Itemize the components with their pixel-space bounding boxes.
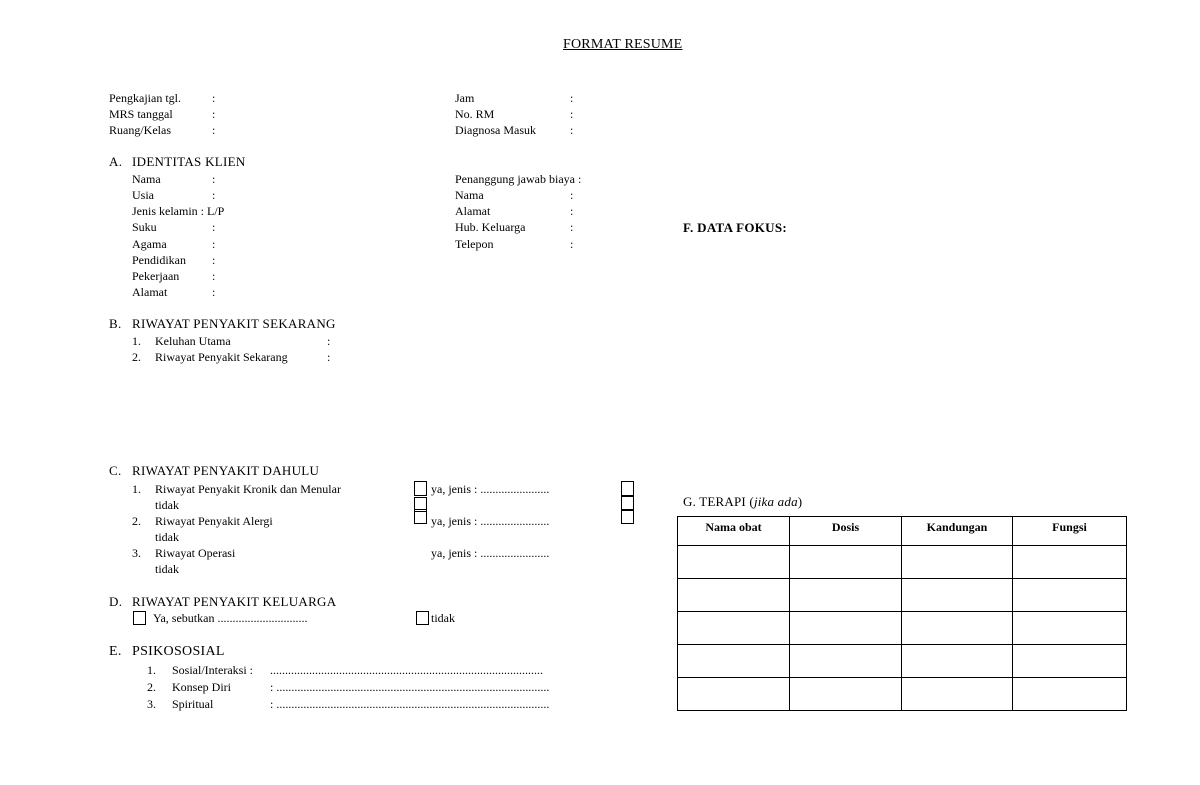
field-pekerjaan-label: Pekerjaan — [132, 269, 180, 283]
keluarga-ya-label: Ya, sebutkan .............................. — [153, 611, 308, 625]
colon: : — [212, 237, 216, 251]
item-number: 2. — [132, 350, 141, 364]
table-cell[interactable] — [902, 579, 1013, 612]
table-cell[interactable] — [902, 678, 1013, 711]
item-number: 1. — [132, 334, 141, 348]
field-pj-alamat-label: Alamat — [455, 204, 491, 218]
section-title: RIWAYAT PENYAKIT KELUARGA — [132, 594, 337, 609]
field-jenis-kelamin-label: Jenis kelamin : L/P — [132, 204, 225, 218]
table-cell[interactable] — [678, 612, 790, 645]
table-cell[interactable] — [678, 645, 790, 678]
kronik-tidak-label: tidak — [155, 498, 179, 512]
operasi-ya-label: ya, jenis : ....................... — [431, 546, 550, 560]
kronik-ya-checkbox[interactable] — [414, 481, 427, 496]
riwayat-sekarang-label: Riwayat Penyakit Sekarang — [155, 350, 288, 364]
alergi-ya-checkbox[interactable] — [414, 509, 427, 524]
item-number: 3. — [147, 697, 156, 711]
keluarga-tidak-label: tidak — [431, 611, 455, 625]
colon: : — [212, 220, 216, 234]
item-number: 3. — [132, 546, 141, 560]
section-letter: E. — [109, 644, 122, 659]
section-title: RIWAYAT PENYAKIT DAHULU — [132, 463, 320, 478]
table-cell[interactable] — [790, 546, 902, 579]
section-title: RIWAYAT PENYAKIT SEKARANG — [132, 316, 336, 331]
field-jam-label: Jam — [455, 91, 475, 105]
table-row — [678, 579, 1127, 612]
column-header-kandungan: Kandungan — [902, 517, 1013, 546]
section-title: IDENTITAS KLIEN — [132, 154, 246, 169]
sosial-interaksi-label: Sosial/Interaksi : — [172, 663, 253, 677]
table-cell[interactable] — [902, 645, 1013, 678]
section-terapi-title — [683, 494, 802, 510]
field-mrs-label: MRS tanggal — [109, 107, 173, 121]
field-norm-label: No. RM — [455, 107, 495, 121]
item-number: 2. — [132, 514, 141, 528]
colon: : — [570, 188, 574, 202]
spiritual-label: Spiritual — [172, 697, 214, 711]
colon: : — [570, 220, 574, 234]
terapi-table — [677, 516, 1127, 711]
colon: : — [212, 285, 216, 299]
section-letter: C. — [109, 463, 122, 478]
right-checkbox-1[interactable] — [621, 481, 634, 496]
column-header-nama-obat: Nama obat — [678, 517, 790, 546]
alergi-label: Riwayat Penyakit Alergi — [155, 514, 273, 528]
terapi-table-body — [678, 546, 1127, 711]
field-pj-telepon-label: Telepon — [455, 237, 494, 251]
table-cell[interactable] — [790, 612, 902, 645]
section-letter: A. — [109, 154, 123, 169]
field-suku-label: Suku — [132, 220, 157, 234]
field-pj-nama-label: Nama — [455, 188, 484, 202]
table-cell[interactable] — [1013, 678, 1127, 711]
kronik-menular-label: Riwayat Penyakit Kronik dan Menular — [155, 482, 341, 496]
sosial-interaksi-dots: ........................................................................................... — [270, 663, 543, 677]
keluarga-tidak-checkbox[interactable] — [416, 611, 429, 625]
table-cell[interactable] — [678, 678, 790, 711]
table-cell[interactable] — [790, 579, 902, 612]
colon: : — [327, 334, 331, 348]
colon: : — [212, 91, 216, 105]
table-row — [678, 546, 1127, 579]
alergi-ya-label: ya, jenis : ....................... — [431, 514, 550, 528]
table-cell[interactable] — [790, 645, 902, 678]
operasi-label: Riwayat Operasi — [155, 546, 236, 560]
terapi-title-text: G. TERAPI ( — [683, 494, 754, 509]
table-cell[interactable] — [1013, 579, 1127, 612]
field-pj-hub-label: Hub. Keluarga — [455, 220, 526, 234]
colon: : — [212, 253, 216, 267]
field-diagnosa-label: Diagnosa Masuk — [455, 123, 536, 137]
operasi-tidak-label: tidak — [155, 562, 179, 576]
colon: : — [212, 172, 216, 186]
table-cell[interactable] — [678, 546, 790, 579]
terapi-title-italic: jika ada — [753, 494, 798, 509]
table-cell[interactable] — [902, 612, 1013, 645]
table-cell[interactable] — [1013, 612, 1127, 645]
table-row — [678, 678, 1127, 711]
table-cell[interactable] — [790, 678, 902, 711]
colon: : — [570, 237, 574, 251]
section-data-fokus-title: F. DATA FOKUS: — [683, 220, 787, 235]
field-usia-label: Usia — [132, 188, 154, 202]
colon: : — [570, 107, 574, 121]
field-pendidikan-label: Pendidikan — [132, 253, 186, 267]
penanggung-jawab-heading: Penanggung jawab biaya : — [455, 172, 582, 186]
colon: : — [212, 269, 216, 283]
field-agama-label: Agama — [132, 237, 167, 251]
item-number: 2. — [147, 680, 156, 694]
table-cell[interactable] — [678, 579, 790, 612]
column-header-fungsi: Fungsi — [1013, 517, 1127, 546]
colon: : — [570, 91, 574, 105]
colon: : — [570, 204, 574, 218]
field-alamat-label: Alamat — [132, 285, 168, 299]
item-number: 1. — [132, 482, 141, 496]
section-title: PSIKOSOSIAL — [132, 644, 225, 659]
section-letter: B. — [109, 316, 122, 331]
field-pengkajian-label: Pengkajian tgl. — [109, 91, 181, 105]
colon: : — [212, 188, 216, 202]
section-letter: D. — [109, 594, 123, 609]
right-checkbox-3[interactable] — [621, 509, 634, 524]
table-cell[interactable] — [1013, 546, 1127, 579]
table-row — [678, 612, 1127, 645]
column-header-dosis: Dosis — [790, 517, 902, 546]
colon: : — [212, 123, 216, 137]
table-cell[interactable] — [902, 546, 1013, 579]
colon: : — [212, 107, 216, 121]
alergi-tidak-label: tidak — [155, 530, 179, 544]
colon: : — [327, 350, 331, 364]
item-number: 1. — [147, 663, 156, 677]
page-title: FORMAT RESUME — [563, 37, 683, 52]
keluhan-utama-label: Keluhan Utama — [155, 334, 231, 348]
table-row — [678, 645, 1127, 678]
field-nama-label: Nama — [132, 172, 161, 186]
konsep-diri-label: Konsep Diri — [172, 680, 231, 694]
field-ruang-label: Ruang/Kelas — [109, 123, 171, 137]
kronik-ya-label: ya, jenis : ....................... — [431, 482, 550, 496]
keluarga-ya-checkbox[interactable] — [133, 611, 146, 625]
table-header-row — [678, 517, 1127, 546]
spiritual-dots: : ........................................................................................... — [270, 697, 550, 711]
table-cell[interactable] — [1013, 645, 1127, 678]
konsep-diri-dots: : ........................................................................................... — [270, 680, 550, 694]
colon: : — [570, 123, 574, 137]
terapi-title-end: ) — [797, 494, 803, 509]
